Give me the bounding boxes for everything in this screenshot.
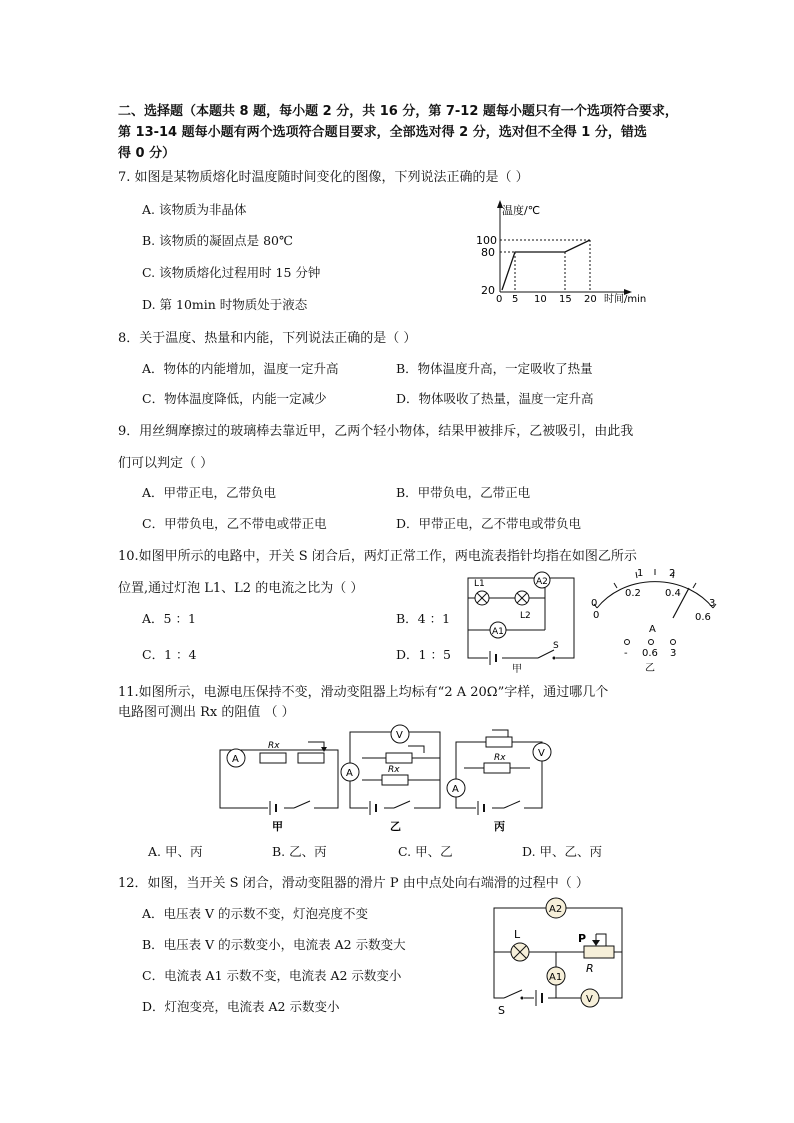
ammeter-label: A bbox=[346, 768, 353, 779]
a2-label: A2 bbox=[549, 904, 563, 915]
rx-label: Rx bbox=[388, 765, 400, 775]
q7-x-axis-label: 时间/min bbox=[604, 294, 647, 305]
q12-circuit-diagram bbox=[486, 894, 636, 1016]
meter-inner-tick: 0.6 bbox=[695, 612, 711, 623]
q10-stem-line2: 位置,通过灯泡 L1、L2 的电流之比为（ ） bbox=[118, 581, 364, 596]
meter-inner-tick: 0.4 bbox=[665, 588, 681, 599]
l2-label: L2 bbox=[520, 611, 531, 621]
terminal-label: 0.6 bbox=[642, 648, 658, 659]
rx-label: Rx bbox=[494, 753, 506, 763]
voltmeter-label: V bbox=[586, 994, 593, 1005]
q11-circuit-diagrams bbox=[212, 722, 562, 834]
q9-stem-line1: 9．用丝绸摩擦过的玻璃棒去靠近甲，乙两个轻小物体，结果甲被排斥，乙被吸引，由此我 bbox=[118, 424, 634, 439]
meter-outer-tick: 1 bbox=[637, 568, 644, 579]
ammeter-label: A bbox=[452, 784, 459, 795]
voltmeter-label: V bbox=[396, 730, 403, 741]
voltmeter-label: V bbox=[538, 748, 545, 759]
q10-option-d: D．1 ：5 bbox=[396, 647, 451, 662]
terminal-label: 3 bbox=[670, 648, 677, 659]
q9-option-a: A．甲带正电，乙带负电 bbox=[142, 485, 277, 500]
q7-stem: 7. 如图是某物质熔化时温度随时间变化的图像，下列说法正确的是（ ） bbox=[118, 170, 529, 185]
meter-caption: 乙 bbox=[645, 663, 655, 674]
q7-option-b: B. 该物质的凝固点是 80℃ bbox=[142, 233, 293, 248]
q8-option-b: B．物体温度升高，一定吸收了热量 bbox=[396, 361, 593, 376]
q7-x-tick: 10 bbox=[534, 294, 547, 305]
q10-option-a: A．5 ：1 bbox=[142, 611, 196, 626]
switch-s-label: S bbox=[553, 641, 559, 651]
q12-option-a: A．电压表 V 的示数不变，灯泡亮度不变 bbox=[142, 906, 369, 921]
terminal-label: - bbox=[624, 648, 628, 659]
section-header-line1: 二、选择题（本题共 8 题，每小题 2 分，共 16 分，第 7-12 题每小题只有一个选项符合要求， bbox=[118, 104, 678, 119]
q7-y-axis-label: 温度/℃ bbox=[502, 204, 541, 217]
l1-label: L1 bbox=[474, 579, 485, 589]
section-header-line2: 第 13-14 题每小题有两个选项符合题目要求，全部选对得 2 分，选对但不全得 1 分，错选 bbox=[118, 125, 647, 140]
q11-circuit-jia bbox=[220, 741, 338, 833]
q10-option-b: B．4 ：1 bbox=[396, 611, 451, 626]
q7-y-tick: 100 bbox=[476, 234, 497, 247]
meter-outer-tick: 3 bbox=[709, 598, 716, 609]
section-header-line3: 得 0 分） bbox=[118, 146, 176, 161]
meter-inner-tick: 0 bbox=[593, 610, 600, 621]
q7-x-tick: 15 bbox=[559, 294, 572, 305]
q8-option-c: C．物体温度降低，内能一定减少 bbox=[142, 391, 327, 406]
q11-stem-line2: 电路图可测出 Rx 的阻值 （ ） bbox=[118, 705, 295, 720]
q12-option-b: B．电压表 V 的示数变小，电流表 A2 示数变大 bbox=[142, 937, 406, 952]
q7-option-a: A. 该物质为非晶体 bbox=[142, 202, 247, 217]
q7-option-d: D. 第 10min 时物质处于液态 bbox=[142, 297, 308, 312]
q9-option-b: B．甲带负电，乙带正电 bbox=[396, 485, 531, 500]
q8-option-a: A．物体的内能增加，温度一定升高 bbox=[142, 361, 339, 376]
caption-jia: 甲 bbox=[272, 820, 283, 833]
q10-ammeter-dial bbox=[585, 560, 725, 675]
q11-circuit-bing bbox=[447, 730, 551, 833]
lamp-label: L bbox=[514, 928, 521, 941]
q10-stem-line1: 10.如图甲所示的电路中，开关 S 闭合后，两灯正常工作，两电流表指针均指在如图乙所示 bbox=[118, 549, 637, 564]
ammeter-label: A bbox=[232, 754, 239, 765]
slider-p-label: P bbox=[578, 932, 587, 945]
q7-y-tick: 20 bbox=[481, 284, 495, 297]
q7-x-tick: 20 bbox=[584, 294, 597, 305]
q11-option-a: A. 甲、丙 bbox=[148, 844, 203, 859]
q12-option-c: C．电流表 A1 示数不变，电流表 A2 示数变小 bbox=[142, 968, 402, 983]
q7-x-tick: 0 bbox=[496, 294, 503, 305]
q7-x-tick: 5 bbox=[512, 294, 519, 305]
q12-stem: 12．如图，当开关 S 闭合，滑动变阻器的滑片 P 由中点处向右端滑的过程中（ ） bbox=[118, 876, 589, 891]
q10-option-c: C．1 ：4 bbox=[142, 647, 197, 662]
q8-option-d: D．物体吸收了热量，温度一定升高 bbox=[396, 391, 594, 406]
q8-stem: 8．关于温度、热量和内能，下列说法正确的是（ ） bbox=[118, 331, 417, 346]
q9-option-c: C．甲带负电，乙不带电或带正电 bbox=[142, 516, 327, 531]
q10-circuit-diagram bbox=[460, 568, 580, 674]
a2-label: A2 bbox=[536, 577, 548, 587]
a1-label: A1 bbox=[492, 627, 504, 637]
q11-option-b: B. 乙、丙 bbox=[272, 844, 327, 859]
caption-yi: 乙 bbox=[390, 820, 401, 833]
q7-y-tick: 80 bbox=[481, 246, 495, 259]
q11-circuit-yi bbox=[341, 725, 440, 833]
meter-inner-tick: 0.2 bbox=[625, 588, 641, 599]
switch-s-label: S bbox=[498, 1004, 505, 1016]
q11-option-c: C. 甲、乙 bbox=[398, 844, 453, 859]
q11-option-d: D. 甲、乙、丙 bbox=[522, 844, 603, 859]
q11-stem-line1: 11.如图所示，电源电压保持不变，滑动变阻器上均标有“2 A 20Ω”字样，通过哪几个 bbox=[118, 685, 609, 700]
q7-melting-graph bbox=[470, 198, 670, 308]
meter-outer-tick: 0 bbox=[591, 598, 598, 609]
a1-label: A1 bbox=[549, 972, 563, 983]
circuit-caption: 甲 bbox=[512, 664, 522, 674]
caption-bing: 丙 bbox=[494, 820, 505, 833]
meter-unit: A bbox=[649, 624, 656, 635]
q7-option-c: C. 该物质熔化过程用时 15 分钟 bbox=[142, 265, 321, 280]
q9-stem-line2: 们可以判定（ ） bbox=[118, 456, 214, 471]
rheostat-label: R bbox=[586, 962, 594, 975]
rheostat-icon bbox=[584, 946, 614, 958]
meter-outer-tick: 2 bbox=[669, 568, 676, 579]
q12-option-d: D．灯泡变亮，电流表 A2 示数变小 bbox=[142, 999, 340, 1014]
rx-label: Rx bbox=[268, 741, 280, 751]
q9-option-d: D．甲带正电，乙不带电或带负电 bbox=[396, 516, 582, 531]
